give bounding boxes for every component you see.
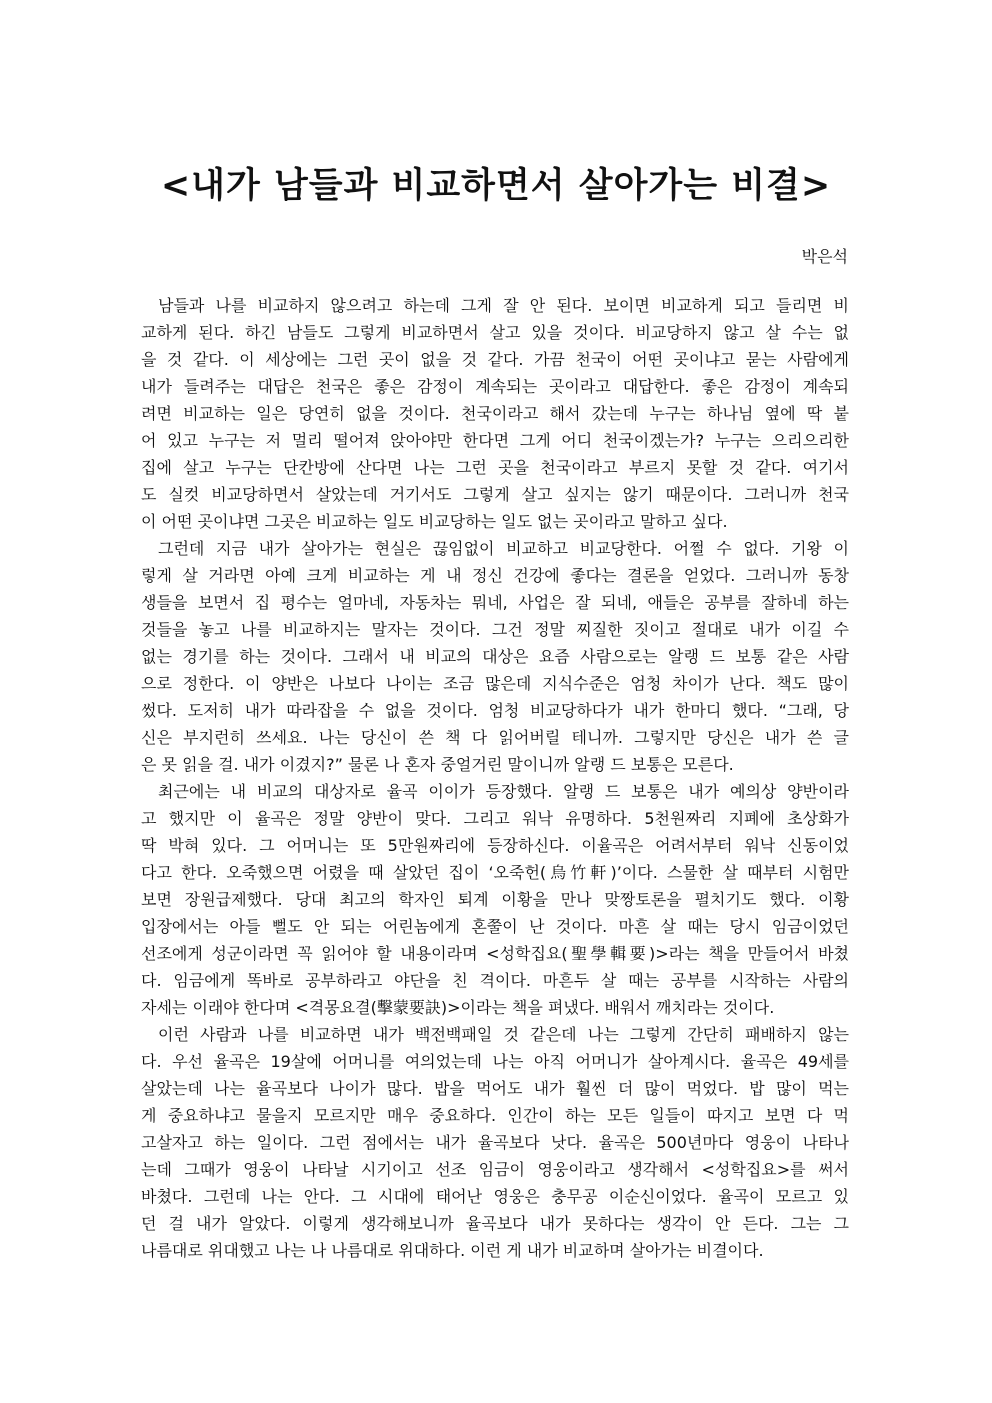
text-line: 다고 한다. 오죽했으면 어렸을 때 살았던 집이 ‘오죽헌(烏竹軒)’이다. 스물한 살 때부터 시험만 (141, 863, 849, 882)
text-line: 보면 장원급제했다. 당대 최고의 학자인 퇴계 이황을 만나 맞짱토론을 펼치기도 했다. 이황 (141, 890, 849, 909)
text-line: 어 있고 누구는 저 멀리 떨어져 앉아야만 한다면 그게 어디 천국이겠는가? 누구는 으리으리한 (141, 431, 849, 450)
text-line: 집에 살고 누구는 단칸방에 산다면 나는 그런 곳을 천국이라고 부르지 못할 것 같다. 여기서 (141, 458, 849, 477)
document-body (141, 292, 849, 1264)
text-line: 이런 사람과 나를 비교하면 내가 백전백패일 것 같은데 나는 그렇게 간단히 패배하지 않는 (158, 1025, 849, 1044)
paragraph (141, 292, 849, 535)
author-name: 박은석 (801, 247, 848, 266)
text-line: 으로 정한다. 이 양반은 나보다 나이는 조금 많은데 지식수준은 엄청 차이가 난다. 책도 많이 (141, 674, 849, 693)
text-line: 딱 박혀 있다. 그 어머니는 또 5만원짜리에 등장하신다. 이율곡은 어려서부터 워낙 신동이었 (141, 836, 849, 855)
text-line: 던 걸 내가 알았다. 이렇게 생각해보니까 율곡보다 내가 못하다는 생각이 안 든다. 그는 그 (141, 1214, 849, 1233)
text-line: 내가 들려주는 대답은 천국은 좋은 감정이 계속되는 곳이라고 대답한다. 좋은 감정이 계속되 (141, 377, 849, 396)
text-line: 선조에게 성군이라면 꼭 읽어야 할 내용이라며 <성학집요(聖學輯要)>라는 책을 만들어서 바쳤 (141, 944, 849, 963)
text-line: 려면 비교하는 일은 당연히 없을 것이다. 천국이라고 해서 갔는데 누구는 하나님 옆에 딱 붙 (141, 404, 849, 423)
text-line: 다. 우선 율곡은 19살에 어머니를 여의었는데 나는 아직 어머니가 살아계시다. 율곡은 49세를 (141, 1052, 849, 1071)
text-line: 을 것 같다. 이 세상에는 그런 곳이 없을 것 같다. 가끔 천국이 어떤 곳이냐고 묻는 사람에게 (141, 350, 849, 369)
text-line: 다. 임금에게 똑바로 공부하라고 야단을 친 격이다. 마흔두 살 때는 공부를 시작하는 사람의 (141, 971, 849, 990)
text-line: 최근에는 내 비교의 대상자로 율곡 이이가 등장했다. 알랭 드 보통은 내가 예의상 양반이라 (158, 782, 849, 801)
paragraph (141, 1021, 849, 1264)
text-line: 고살자고 하는 일이다. 그런 점에서는 내가 율곡보다 낫다. 율곡은 500년마다 영웅이 나타나 (141, 1133, 849, 1152)
text-line: 이 어떤 곳이냐면 그곳은 비교하는 일도 비교당하는 일도 없는 곳이라고 말하고 싶다. (141, 512, 728, 531)
text-line: 도 실컷 비교당하면서 살았는데 거기서도 그렇게 살고 싶지는 않기 때문이다. 그러니까 천국 (141, 485, 849, 504)
text-line: 살았는데 나는 율곡보다 나이가 많다. 밥을 먹어도 내가 훨씬 더 많이 먹었다. 밥 많이 먹는 (141, 1079, 849, 1098)
paragraph (141, 778, 849, 1021)
text-line: 것들을 놓고 나를 비교하지는 말자는 것이다. 그건 정말 찌질한 짓이고 절대로 내가 이길 수 (141, 620, 849, 639)
text-line: 고 했지만 이 율곡은 정말 양반이 맞다. 그리고 워낙 유명하다. 5천원짜리 지폐에 초상화가 (141, 809, 849, 828)
text-line: 나름대로 위대했고 나는 나 나름대로 위대하다. 이런 게 내가 비교하며 살아가는 비결이다. (141, 1241, 764, 1260)
paragraph (141, 535, 849, 778)
document-title: <내가 남들과 비교하면서 살아가는 비결> (160, 166, 832, 206)
text-line: 게 중요하냐고 물을지 모르지만 매우 중요하다. 인간이 하는 모든 일들이 따지고 보면 다 먹 (141, 1106, 849, 1125)
text-line: 은 못 읽을 걸. 내가 이겼지?” 물론 나 혼자 중얼거린 말이니까 알랭 드 보통은 모른다. (141, 755, 734, 774)
text-line: 입장에서는 아들 뻘도 안 되는 어린놈에게 혼쭐이 난 것이다. 마흔 살 때는 당시 임금이었던 (141, 917, 849, 936)
text-line: 는데 그때가 영웅이 나타날 시기이고 선조 임금이 영웅이라고 생각해서 <성학집요>를 써서 (141, 1160, 849, 1179)
text-line: 생들을 보면서 집 평수는 얼마네, 자동차는 뭐네, 사업은 잘 되네, 애들은 공부를 잘하네 하는 (141, 593, 849, 612)
text-line: 교하게 된다. 하긴 남들도 그렇게 비교하면서 살고 있을 것이다. 비교당하지 않고 살 수는 없 (141, 323, 849, 342)
text-line: 남들과 나를 비교하지 않으려고 하는데 그게 잘 안 된다. 보이면 비교하게 되고 들리면 비 (158, 296, 849, 315)
text-line: 그런데 지금 내가 살아가는 현실은 끊임없이 비교하고 비교당한다. 어쩔 수 없다. 기왕 이 (158, 539, 849, 558)
text-line: 썼다. 도저히 내가 따라잡을 수 없을 것이다. 엄청 비교당하다가 내가 한마디 했다. “그래, 당 (141, 701, 849, 720)
text-line: 신은 부지런히 쓰세요. 나는 당신이 쓴 책 다 읽어버릴 테니까. 그렇지만 당신은 내가 쓴 글 (141, 728, 849, 747)
text-line: 바쳤다. 그런데 나는 안다. 그 시대에 태어난 영웅은 충무공 이순신이었다. 율곡이 모르고 있 (141, 1187, 849, 1206)
text-line: 렇게 살 거라면 아예 크게 비교하는 게 내 정신 건강에 좋다는 결론을 얻었다. 그러니까 동창 (141, 566, 849, 585)
text-line: 없는 경기를 하는 것이다. 그래서 내 비교의 대상은 요즘 사람으로는 알랭 드 보통 같은 사람 (141, 647, 849, 666)
text-line: 자세는 이래야 한다며 <격몽요결(擊蒙要訣)>이라는 책을 펴냈다. 배워서 깨치라는 것이다. (141, 998, 775, 1017)
